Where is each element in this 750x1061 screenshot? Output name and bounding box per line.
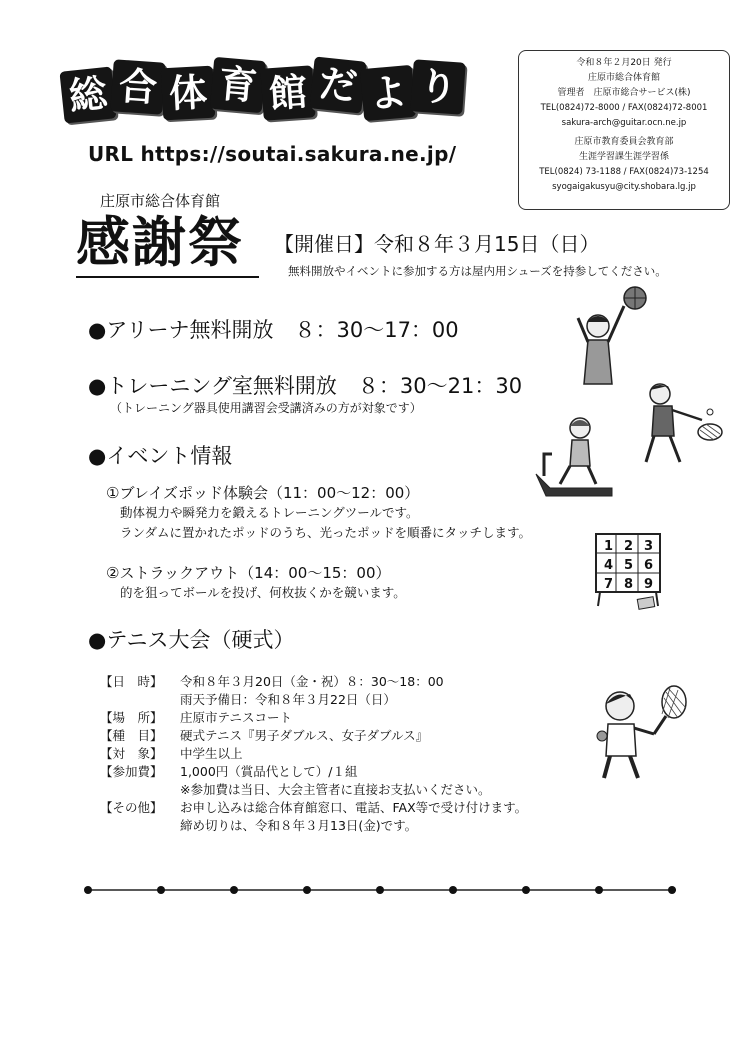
strike-panel-illustration [594, 532, 674, 614]
org-name-2: 庄原市教育委員会教育部 [574, 137, 674, 147]
event1-desc-line: 動体視力や瞬発力を鍛えるトレーニングツールです。 [120, 505, 419, 520]
tennis-row: 雨天予備日：令和８年３月22日（日） [180, 692, 396, 707]
svg-text:2: 2 [624, 539, 634, 554]
tennis-ball-icon [597, 731, 607, 741]
tennis-row: 【その他】 お申し込みは総合体育館窓口、電話、FAX等で受け付けます。 [100, 800, 528, 815]
training-note: （トレーニング器具使用講習会受講済みの方が対象です） [110, 401, 422, 415]
treadmill-runner-illustration [530, 414, 618, 504]
training-heading: ●トレーニング室無料開放 ８：30〜21：30 [88, 374, 523, 398]
dotted-divider [82, 880, 682, 900]
svg-text:4: 4 [604, 558, 614, 573]
contact-email[interactable]: sakura-arch@guitar.ocn.ne.jp [561, 118, 687, 128]
event1-desc [120, 503, 531, 543]
event2-title: ②ストラックアウト（14：00〜15：00） [106, 564, 391, 582]
events-heading: ●イベント情報 [88, 444, 233, 468]
svg-text:5: 5 [624, 558, 634, 573]
issue-date: 令和８年２月20日 発行 [576, 58, 672, 68]
title-char: 館 [260, 65, 316, 121]
contact-email-2[interactable]: syogaigakusyu@city.shobara.lg.jp [552, 182, 696, 192]
venue-subtitle: 庄原市総合体育館 [100, 192, 221, 210]
svg-text:6: 6 [644, 558, 654, 573]
title-char: 育 [210, 57, 266, 113]
svg-text:1: 1 [604, 539, 614, 554]
title-char: だ [309, 56, 366, 113]
title-char: よ [360, 65, 416, 121]
svg-text:7: 7 [604, 577, 614, 592]
tennis-row: 【場 所】 庄原市テニスコート [100, 710, 293, 725]
tennis-row: 締め切りは、令和８年３月13日(金)です。 [180, 818, 418, 833]
publisher-info-box [518, 50, 730, 210]
website-url[interactable]: URL https://soutai.sakura.ne.jp/ [88, 142, 457, 166]
svg-text:9: 9 [644, 577, 654, 592]
title-char: 体 [161, 66, 216, 121]
title-char: 合 [110, 59, 166, 115]
svg-text:3: 3 [644, 539, 654, 554]
contact-tel: TEL(0824)72-8000 / FAX(0824)72-8001 [540, 103, 708, 113]
arena-heading: ●アリーナ無料開放 ８：30〜17：00 [88, 318, 459, 342]
shuttlecock-icon [707, 409, 713, 415]
event1-desc-line: ランダムに置かれたポッドのうち、光ったポッドを順番にタッチします。 [120, 525, 532, 540]
tennis-row: 【参加費】 1,000円（賞品代として）/１組 [100, 764, 358, 779]
department: 生涯学習課生涯学習係 [578, 152, 669, 162]
event-date: 【開催日】令和８年３月15日（日） [274, 232, 600, 256]
title-underline [76, 276, 259, 278]
tennis-player-illustration [596, 684, 692, 784]
manager: 管理者 庄原市総合サービス(株) [557, 88, 691, 98]
org-name: 庄原市総合体育館 [587, 73, 660, 83]
tennis-heading: ●テニス大会（硬式） [88, 628, 295, 652]
event2-desc: 的を狙ってボールを投げ、何枚抜くかを競います。 [120, 585, 406, 600]
tennis-row: 【種 目】 硬式テニス『男子ダブルス、女子ダブルス』 [100, 728, 429, 743]
newsletter-title [62, 55, 462, 135]
shoes-note: 無料開放やイベントに参加する方は屋内用シューズを持参してください。 [288, 264, 667, 278]
tennis-row: 【日 時】 令和８年３月20日（金・祝）８：30〜18：00 [100, 674, 444, 689]
event-title: 感謝祭 [76, 210, 244, 274]
tennis-row: ※参加費は当日、大会主管者に直接お支払いください。 [180, 782, 491, 797]
tennis-row: 【対 象】 中学生以上 [100, 746, 243, 761]
title-char: り [410, 59, 466, 115]
title-char: 総 [59, 66, 116, 123]
badminton-player-illustration [640, 380, 730, 468]
contact-tel-2: TEL(0824) 73-1188 / FAX(0824)73-1254 [539, 167, 709, 177]
event1-title: ①ブレイズポッド体験会（11：00〜12：00） [106, 484, 420, 502]
basketball-player-illustration [572, 284, 652, 392]
svg-text:8: 8 [624, 577, 634, 592]
tennis-details [100, 673, 527, 835]
